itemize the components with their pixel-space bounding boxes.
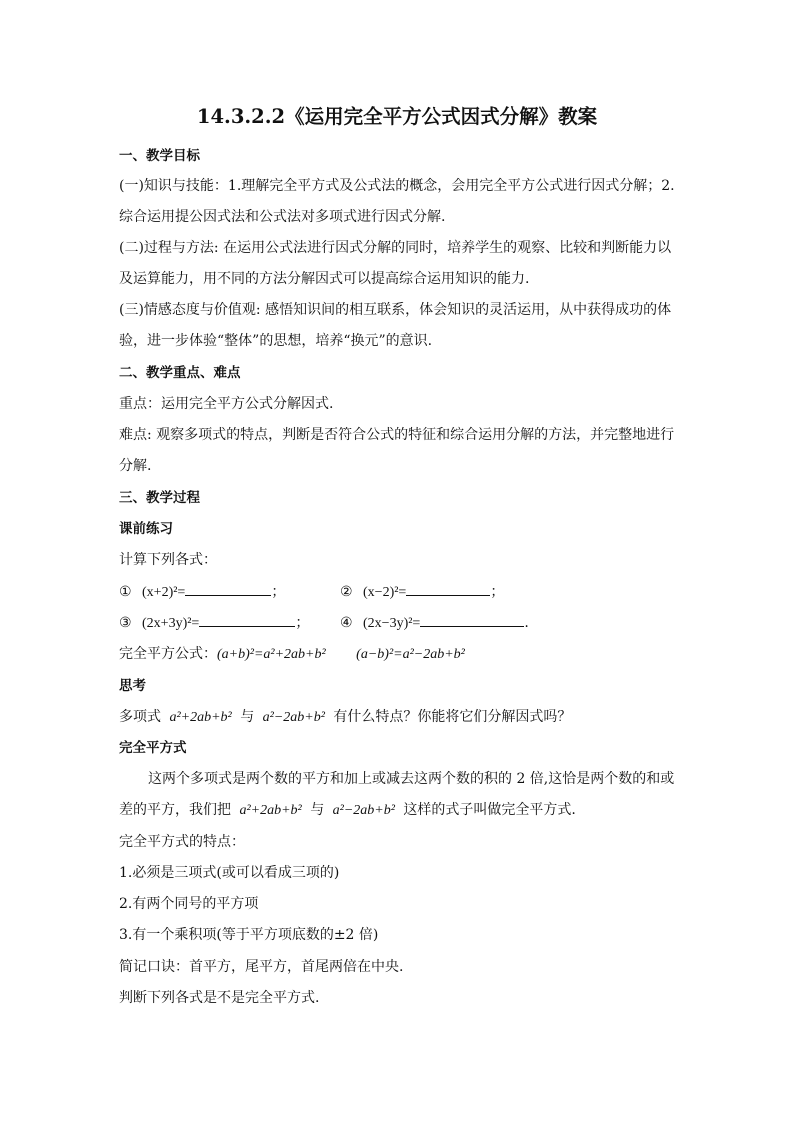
formula-label: 完全平方公式： bbox=[119, 646, 217, 662]
section-heading-objectives: 一、教学目标 bbox=[119, 148, 200, 164]
polynomial-1: a²+2ab+b² bbox=[169, 710, 232, 725]
difficulty-line1: 难点: 观察多项式的特点，判断是否符合公式的特征和综合运用分解的方法，并完整地进行 bbox=[119, 427, 675, 443]
perfect-square-formula bbox=[119, 644, 465, 665]
exercise-3 bbox=[119, 612, 309, 634]
section-heading-key-points: 二、教学重点、难点 bbox=[119, 365, 241, 381]
objective-process-line2: 及运算能力，用不同的方法分解因式可以提高综合运用知识的能力. bbox=[119, 271, 530, 287]
document-title: 14.3.2.2《运用完全平方公式因式分解》教案 bbox=[196, 105, 598, 128]
polynomial-2: a²−2ab+b² bbox=[332, 803, 395, 818]
exercise-end: . bbox=[524, 615, 529, 631]
objective-knowledge-line2: 综合运用提公因式法和公式法对多项式进行因式分解. bbox=[119, 209, 446, 225]
mnemonic-text: 简记口诀：首平方，尾平方，首尾两倍在中央. bbox=[119, 959, 404, 975]
para-connector: 与 bbox=[310, 802, 325, 818]
pre-class-instruction: 计算下列各式： bbox=[119, 552, 217, 568]
think-question bbox=[119, 707, 571, 728]
difficulty-line2: 分解. bbox=[119, 458, 152, 474]
exercise-end: ； bbox=[295, 615, 310, 631]
exercise-expression: (x+2)²= bbox=[142, 585, 186, 600]
formula-difference: (a−b)²=a²−2ab+b² bbox=[356, 647, 465, 662]
perfect-square-heading: 完全平方式 bbox=[119, 740, 187, 756]
para-suffix: 这样的式子叫做完全平方式. bbox=[403, 802, 576, 818]
key-point-text: 重点：运用完全平方公式分解因式. bbox=[119, 396, 334, 412]
answer-blank[interactable] bbox=[185, 581, 271, 596]
exercise-end: ； bbox=[271, 584, 286, 600]
feature-item-1: 1.必须是三项式(或可以看成三项的) bbox=[119, 865, 340, 881]
polynomial-1: a²+2ab+b² bbox=[239, 803, 302, 818]
question-prefix: 多项式 bbox=[119, 709, 161, 725]
exercise-end: ； bbox=[490, 584, 505, 600]
judge-instruction: 判断下列各式是不是完全平方式. bbox=[119, 990, 320, 1006]
para-prefix: 差的平方，我们把 bbox=[119, 802, 231, 818]
exercise-2 bbox=[340, 581, 504, 603]
exercise-expression: (2x−3y)²= bbox=[363, 616, 421, 631]
features-title: 完全平方式的特点： bbox=[119, 834, 245, 850]
question-suffix: 有什么特点？你能将它们分解因式吗？ bbox=[333, 709, 572, 725]
feature-item-3: 3.有一个乘积项(等于平方项底数的±2 倍) bbox=[119, 927, 379, 943]
exercise-expression: (2x+3y)²= bbox=[142, 616, 200, 631]
perfect-square-para-line2 bbox=[119, 800, 576, 821]
objective-attitude-line2: 验，进一步体验“整体”的思想，培养“换元”的意识. bbox=[119, 333, 433, 349]
answer-blank[interactable] bbox=[406, 581, 490, 596]
question-connector: 与 bbox=[240, 709, 255, 725]
section-heading-process: 三、教学过程 bbox=[119, 490, 200, 506]
think-heading: 思考 bbox=[119, 678, 146, 694]
pre-class-heading: 课前练习 bbox=[119, 521, 173, 537]
exercise-number: ① bbox=[119, 584, 132, 600]
formula-sum: (a+b)²=a²+2ab+b² bbox=[217, 647, 326, 662]
objective-attitude-line1: (三)情感态度与价值观: 感悟知识间的相互联系，体会知识的灵活运用，从中获得成功的体 bbox=[119, 302, 672, 318]
answer-blank[interactable] bbox=[199, 612, 295, 627]
feature-item-2: 2.有两个同号的平方项 bbox=[119, 896, 259, 912]
perfect-square-para-line1: 这两个多项式是两个数的平方和加上或减去这两个数的积的 2 倍,这恰是两个数的和或 bbox=[148, 771, 675, 787]
exercise-4 bbox=[340, 612, 529, 634]
exercise-expression: (x−2)²= bbox=[363, 585, 407, 600]
answer-blank[interactable] bbox=[420, 612, 524, 627]
objective-knowledge-line1: (一)知识与技能：1.理解完全平方式及公式法的概念，会用完全平方公式进行因式分解；2. bbox=[119, 178, 675, 194]
polynomial-2: a²−2ab+b² bbox=[262, 710, 325, 725]
exercise-number: ③ bbox=[119, 615, 132, 631]
exercise-number: ② bbox=[340, 584, 353, 600]
objective-process-line1: (二)过程与方法: 在运用公式法进行因式分解的同时，培养学生的观察、比较和判断能力以 bbox=[119, 240, 672, 256]
exercise-1 bbox=[119, 581, 285, 603]
exercise-number: ④ bbox=[340, 615, 353, 631]
